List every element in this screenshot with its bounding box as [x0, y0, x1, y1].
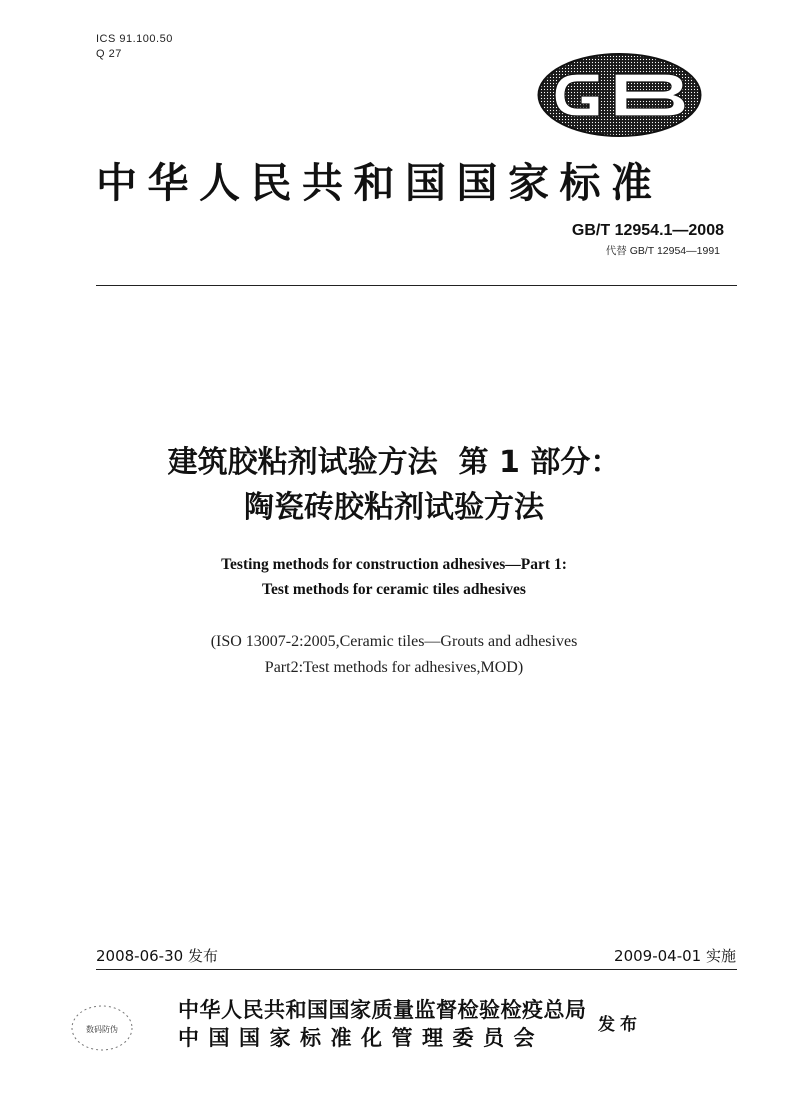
issue-date: 2008-06-30 发布: [96, 947, 218, 965]
implementation-date: 2009-04-01 实施: [614, 947, 736, 965]
ccs-code: Q 27: [96, 48, 122, 60]
iso-reference-line1: (ISO 13007-2:2005,Ceramic tiles—Grouts and adhesives: [210, 633, 578, 650]
anti-counterfeit-stamp-icon: [62, 990, 142, 1060]
national-standard-title: 中华人民共和国国家标准: [96, 159, 663, 207]
title-cn-line1: 建筑胶粘剂试验方法 第 1 部分：: [167, 445, 621, 480]
title-en-line1: Testing methods for construction adhesives—Part 1:: [221, 556, 567, 573]
standard-number: GB/T 12954.1—2008: [571, 222, 724, 239]
iso-reference-line2: Part2:Test methods for adhesives,MOD): [264, 659, 524, 676]
publish-label: 发布: [598, 1015, 642, 1035]
title-cn-line2: 陶瓷砖胶粘剂试验方法: [244, 490, 544, 525]
issuing-org-line2: 中国国家标准化管理委员会: [178, 1026, 544, 1050]
bottom-divider: [96, 969, 737, 970]
issuing-org-line1: 中华人民共和国国家质量监督检验检疫总局: [178, 998, 587, 1022]
title-en-line2: Test methods for ceramic tiles adhesives: [262, 581, 526, 598]
stamp-text: 数码防伪: [86, 1025, 118, 1034]
gb-logo-icon: [537, 52, 702, 138]
ics-code: ICS 91.100.50: [96, 33, 173, 45]
replaces-standard: 代替 GB/T 12954—1991: [605, 245, 720, 257]
top-divider: [96, 285, 737, 286]
